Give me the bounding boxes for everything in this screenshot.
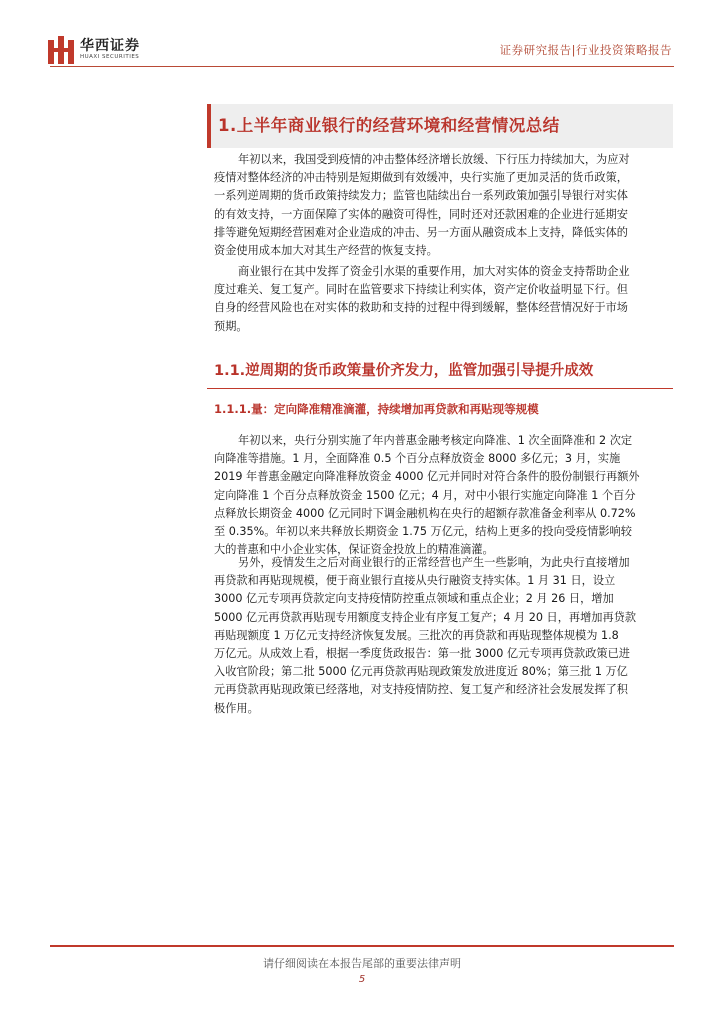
paragraph-4: [214, 554, 666, 718]
header-divider: [50, 66, 674, 67]
text-line: 自身的经营风险也在对实体的救助和支持的过程中得到缓解，整体经营情况好于市场: [214, 301, 628, 315]
text-line: 商业银行在其中发挥了资金引水渠的重要作用，加大对实体的资金支持帮助企业: [238, 265, 630, 278]
subsection-divider: [207, 388, 673, 389]
text-line: 入收官阶段；第二批 5000 亿元再贷款再贴现政策发放进度近 80%；第三批 1 万亿: [214, 665, 628, 679]
page-number: 5: [358, 974, 366, 985]
text-line: 再贴现额度 1 万亿元支持经济恢复发展。三批次的再贷款和再贴现整体规模为 1.8: [214, 628, 619, 642]
text-line: 至 0.35%。年初以来共释放长期资金 1.75 万亿元，结构上更多的投向受疫情影响较: [214, 524, 632, 538]
section-title: 1.上半年商业银行的经营环境和经营情况总结: [218, 116, 560, 135]
text-line: 3000 亿元专项再贷款定向支持疫情防控重点领域和重点企业；2 月 26 日，增加: [214, 592, 614, 606]
brand-name-en: HUAXI SECURITIES: [80, 54, 140, 60]
text-line: 预期。: [214, 319, 248, 333]
brand-name: 华西证券: [80, 38, 140, 54]
text-line: 年初以来，央行分别实施了年内普惠金融考核定向降准、1 次全面降准和 2 次定: [238, 434, 633, 447]
text-line: 定向降准 1 个百分点释放资金 1500 亿元；4 月，对中小银行实施定向降准 1 个百分: [214, 488, 636, 502]
text-line: 排等避免短期经营困难对企业造成的冲击、另一方面从融资成本上支持，降低实体的: [214, 225, 628, 239]
legal-notice: 请仔细阅读在本报告尾部的重要法律声明: [263, 957, 461, 970]
text-line: 极作用。: [214, 701, 259, 715]
paragraph-3: [214, 432, 666, 559]
text-line: 元再贷款再贴现政策已经落地，对支持疫情防控、复工复产和经济社会发展发挥了积: [214, 683, 628, 697]
subsubsection-title: 1.1.1.量：定向降准精准滴灌，持续增加再贷款和再贴现等规模: [214, 402, 539, 416]
paragraph-2: [214, 263, 666, 336]
text-line: 5000 亿元再贷款再贴现专用额度支持企业有序复工复产；4 月 20 日，再增加再贷款: [214, 610, 637, 624]
text-line: 资金使用成本加大对其生产经营的恢复支持。: [214, 243, 438, 257]
text-line: 的有效支持，一方面保障了实体的融资可得性，同时还对还款困难的企业进行延期安: [214, 207, 628, 221]
text-line: 点释放长期资金 4000 亿元同时下调金融机构在央行的超额存款准备金利率从 0.72%: [214, 506, 636, 520]
text-line: 再贷款和再贴现规模，便于商业银行直接从央行融资支持实体。1 月 31 日，设立: [214, 574, 616, 588]
text-line: 疫情对整体经济的冲击特别是短期做到有效缓冲，央行实施了更加灵活的货币政策，: [214, 171, 628, 185]
paragraph-1: [214, 151, 666, 260]
text-line: 年初以来，我国受到疫情的冲击整体经济增长放缓、下行压力持续加大，为应对: [238, 153, 630, 166]
huaxi-logo-icon: [48, 36, 74, 64]
text-line: 一系列逆周期的货币政策持续发力；监管也陆续出台一系列政策加强引导银行对实体: [214, 189, 628, 203]
text-line: 大的普惠和中小企业实体，保证资金投放上的精准滴灌。: [214, 543, 494, 557]
text-line: 度过难关、复工复产。同时在监管要求下持续让利实体，资产定价收益明显下行。但: [214, 283, 628, 297]
text-line: 另外，疫情发生之后对商业银行的正常经营也产生一些影响，为此央行直接增加: [238, 556, 630, 569]
page-header: [0, 0, 724, 70]
section-title-accent: [207, 104, 211, 148]
footer-divider: [50, 945, 674, 947]
text-line: 向降准等措施。1 月，全面降准 0.5 个百分点释放资金 8000 多亿元；3 月，实施: [214, 452, 621, 466]
text-line: 2019 年普惠金融定向降准释放资金 4000 亿元并同时对符合条件的股份制银行再额外: [214, 470, 640, 484]
report-type: 证券研究报告|行业投资策略报告: [499, 43, 672, 57]
text-line: 万亿元。从成效上看，根据一季度货政报告：第一批 3000 亿元专项再贷款政策已进: [214, 646, 630, 660]
subsection-title: 1.1.逆周期的货币政策量价齐发力，监管加强引导提升成效: [214, 363, 594, 379]
